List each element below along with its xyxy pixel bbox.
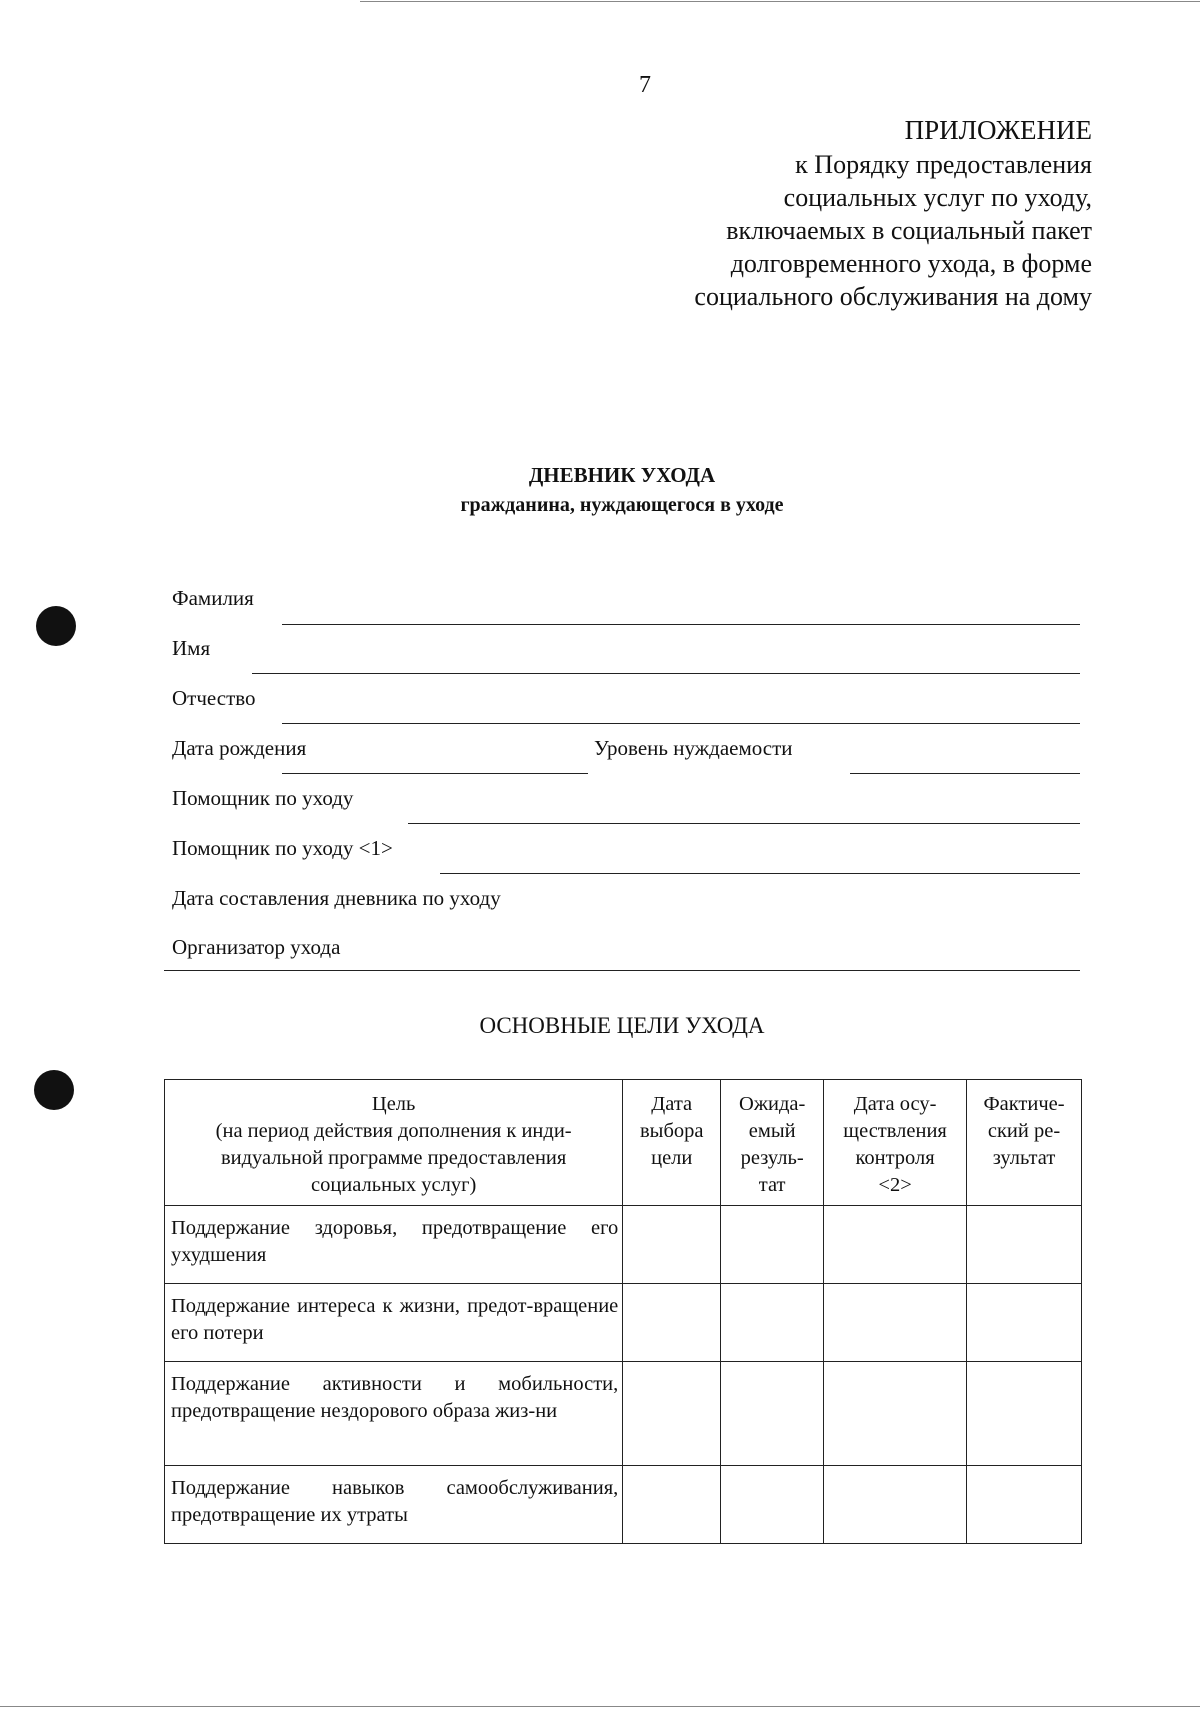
top-scan-line bbox=[360, 1, 1200, 2]
appendix-block bbox=[694, 112, 1092, 313]
punch-hole bbox=[36, 606, 76, 646]
actual-result-cell[interactable] bbox=[967, 1362, 1082, 1466]
header-selection-date: Дата выбора цели bbox=[623, 1080, 721, 1206]
goal-cell: Поддержание навыков самообслуживания, предотвращение их утраты bbox=[165, 1466, 623, 1544]
control-date-cell[interactable] bbox=[824, 1362, 967, 1466]
care-assistant-label: Помощник по уходу bbox=[172, 786, 354, 810]
header-goal: Цель (на период действия дополнения к инди- видуальной программе предоставления социальных услуг) bbox=[165, 1080, 623, 1206]
selection-date-cell[interactable] bbox=[623, 1466, 721, 1544]
selection-date-cell[interactable] bbox=[623, 1284, 721, 1362]
appendix-line: социального обслуживания на дому bbox=[694, 282, 1092, 311]
selection-date-cell[interactable] bbox=[623, 1206, 721, 1284]
header-control-date: Дата осу- ществления контроля <2> bbox=[824, 1080, 967, 1206]
appendix-line: к Порядку предоставления bbox=[795, 150, 1092, 179]
goal-cell: Поддержание интереса к жизни, предот-вращение его потери bbox=[165, 1284, 623, 1362]
actual-result-cell[interactable] bbox=[967, 1466, 1082, 1544]
expected-result-cell[interactable] bbox=[721, 1206, 824, 1284]
name-label: Имя bbox=[172, 636, 211, 660]
patronymic-label: Отчество bbox=[172, 686, 256, 710]
care-organizer-field[interactable] bbox=[164, 970, 1080, 971]
need-level-field[interactable] bbox=[850, 773, 1080, 774]
expected-result-cell[interactable] bbox=[721, 1466, 824, 1544]
expected-result-cell[interactable] bbox=[721, 1284, 824, 1362]
selection-date-cell[interactable] bbox=[623, 1362, 721, 1466]
bottom-scan-line bbox=[0, 1706, 1200, 1707]
patronymic-field[interactable] bbox=[282, 723, 1080, 724]
appendix-line: включаемых в социальный пакет bbox=[726, 216, 1092, 245]
goal-cell: Поддержание активности и мобильности, предотвращение нездорового образа жиз-ни bbox=[165, 1362, 623, 1466]
goal-cell: Поддержание здоровья, предотвращение его ухудшения bbox=[165, 1206, 623, 1284]
punch-hole bbox=[34, 1070, 74, 1110]
table-row bbox=[165, 1466, 1082, 1544]
control-date-cell[interactable] bbox=[824, 1284, 967, 1362]
table-row bbox=[165, 1362, 1082, 1466]
birth-date-label: Дата рождения bbox=[172, 736, 307, 760]
birth-date-field[interactable] bbox=[282, 773, 588, 774]
care-organizer-label: Организатор ухода bbox=[172, 935, 341, 959]
goals-table bbox=[164, 1079, 1082, 1544]
actual-result-cell[interactable] bbox=[967, 1284, 1082, 1362]
control-date-cell[interactable] bbox=[824, 1206, 967, 1284]
document-title: ДНЕВНИК УХОДА bbox=[528, 463, 716, 487]
document-subtitle: гражданина, нуждающегося в уходе bbox=[460, 494, 784, 516]
appendix-heading: ПРИЛОЖЕНИЕ bbox=[904, 115, 1092, 145]
need-level-label: Уровень нуждаемости bbox=[594, 736, 793, 760]
table-row bbox=[165, 1284, 1082, 1362]
page-number: 7 bbox=[639, 72, 651, 98]
control-date-cell[interactable] bbox=[824, 1466, 967, 1544]
appendix-line: социальных услуг по уходу, bbox=[783, 183, 1092, 212]
table-header-row bbox=[165, 1080, 1082, 1206]
name-field[interactable] bbox=[252, 673, 1080, 674]
care-assistant-field[interactable] bbox=[408, 823, 1080, 824]
goals-section-title: ОСНОВНЫЕ ЦЕЛИ УХОДА bbox=[479, 1013, 765, 1038]
table-row bbox=[165, 1206, 1082, 1284]
header-expected-result: Ожида- емый резуль- тат bbox=[721, 1080, 824, 1206]
header-actual-result: Фактиче- ский ре- зультат bbox=[967, 1080, 1082, 1206]
actual-result-cell[interactable] bbox=[967, 1206, 1082, 1284]
diary-date-label: Дата составления дневника по уходу bbox=[172, 886, 501, 910]
surname-label: Фамилия bbox=[172, 586, 254, 610]
care-assistant-2-field[interactable] bbox=[440, 873, 1080, 874]
care-assistant-2-label: Помощник по уходу <1> bbox=[172, 836, 393, 860]
appendix-line: долговременного ухода, в форме bbox=[730, 249, 1092, 278]
expected-result-cell[interactable] bbox=[721, 1362, 824, 1466]
surname-field[interactable] bbox=[282, 624, 1080, 625]
